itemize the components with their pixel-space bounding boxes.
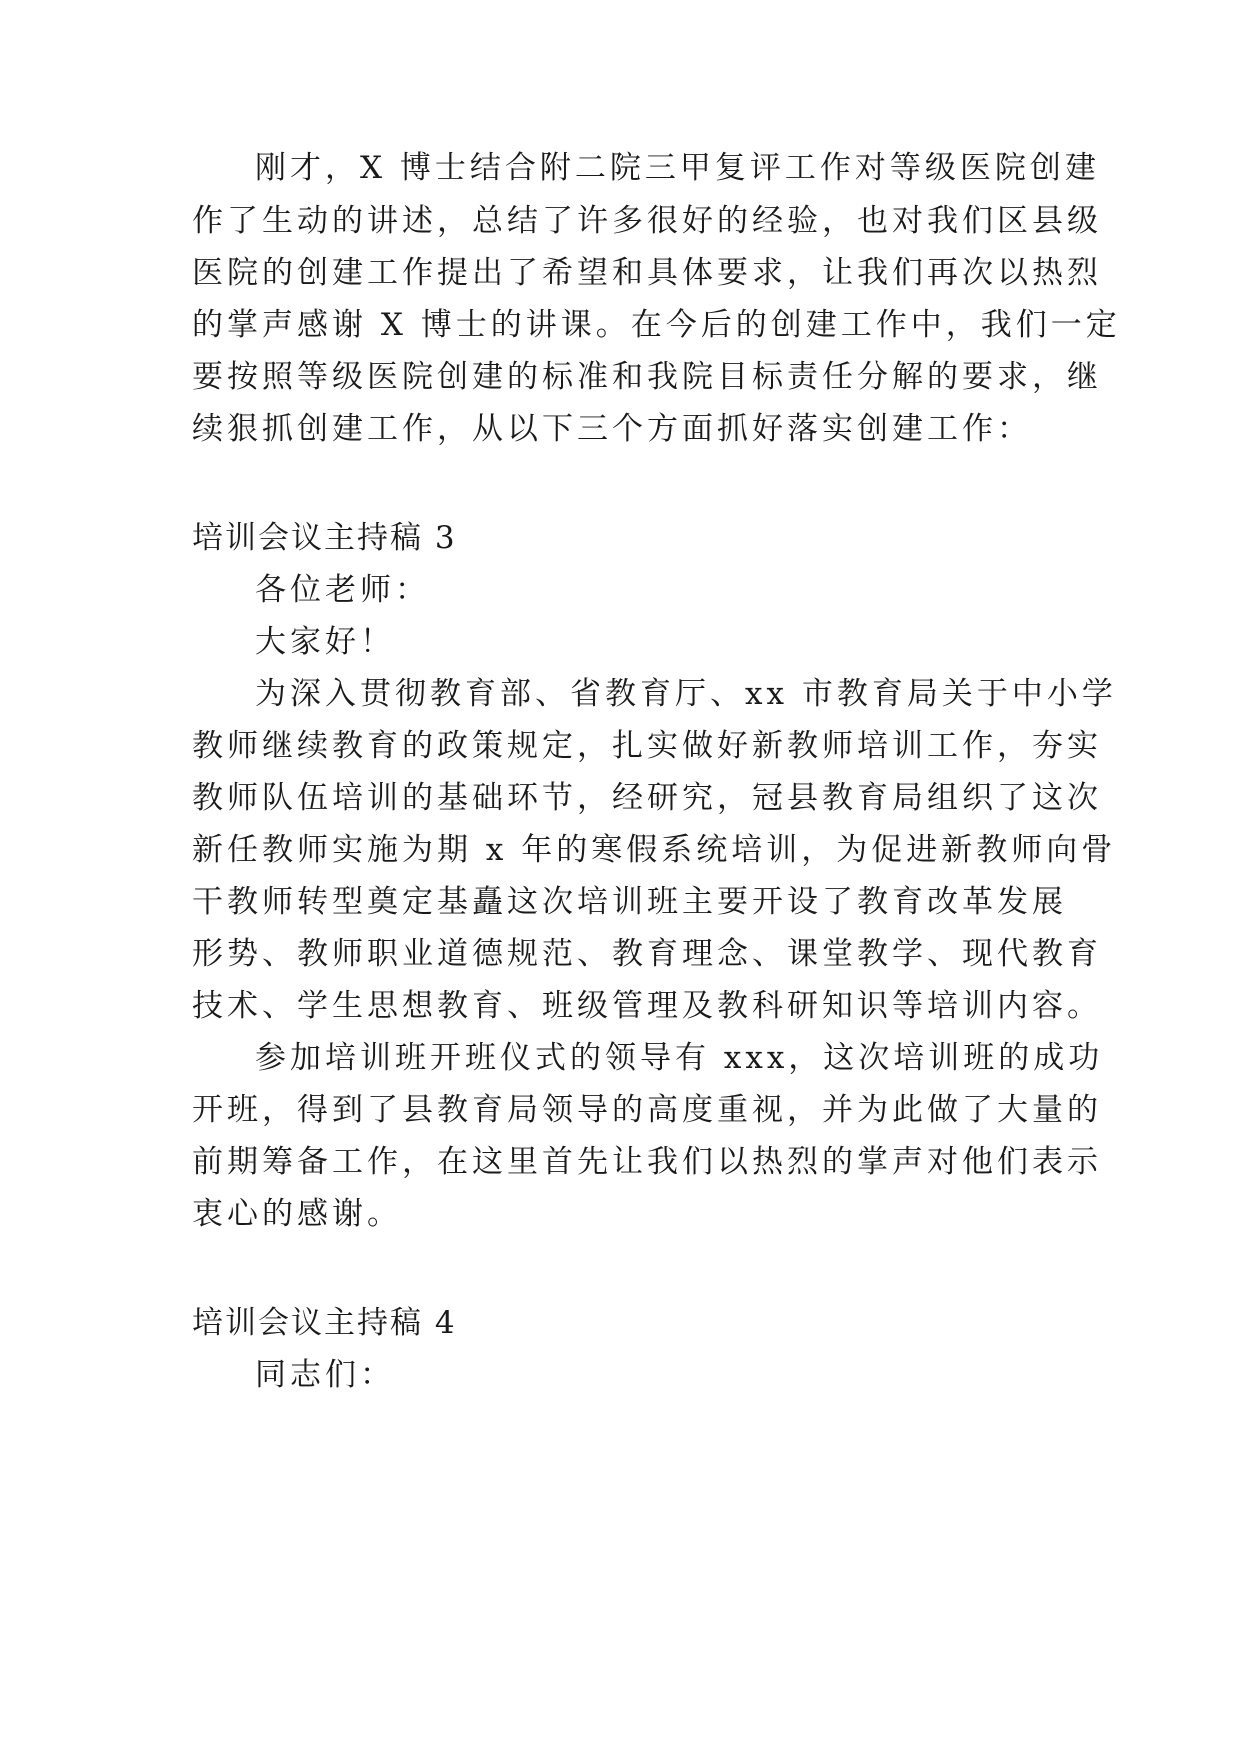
paragraph-line: 技术、学生思想教育、班级管理及教科研知识等培训内容。 bbox=[192, 988, 1102, 1024]
paragraph-line: 开班，得到了县教育局领导的高度重视，并为此做了大量的 bbox=[192, 1092, 1102, 1128]
paragraph-line: 医院的创建工作提出了希望和具体要求，让我们再次以热烈 bbox=[192, 255, 1102, 291]
paragraph-line: 教师继续教育的政策规定，扎实做好新教师培训工作，夯实 bbox=[192, 728, 1102, 764]
section-heading: 培训会议主持稿 3 bbox=[192, 520, 457, 556]
salutation: 各位老师： bbox=[255, 572, 430, 608]
paragraph-line: 教师队伍培训的基础环节，经研究，冠县教育局组织了这次 bbox=[192, 780, 1102, 816]
paragraph-line: 参加培训班开班仪式的领导有 xxx，这次培训班的成功 bbox=[255, 1040, 1104, 1076]
paragraph-line: 形势、教师职业道德规范、教育理念、课堂教学、现代教育 bbox=[192, 936, 1102, 972]
greeting: 大家好！ bbox=[255, 624, 395, 660]
paragraph-line: 作了生动的讲述，总结了许多很好的经验，也对我们区县级 bbox=[192, 203, 1102, 239]
paragraph-line: 的掌声感谢 X 博士的讲课。在今后的创建工作中，我们一定 bbox=[192, 307, 1121, 343]
paragraph-line: 要按照等级医院创建的标准和我院目标责任分解的要求，继 bbox=[192, 359, 1102, 395]
paragraph-line: 干教师转型奠定基矗这次培训班主要开设了教育改革发展 bbox=[192, 884, 1067, 920]
paragraph-line: 新任教师实施为期 x 年的寒假系统培训，为促进新教师向骨 bbox=[192, 832, 1117, 868]
section-heading: 培训会议主持稿 4 bbox=[192, 1305, 457, 1341]
paragraph-line: 刚才，X 博士结合附二院三甲复评工作对等级医院创建 bbox=[255, 150, 1100, 186]
paragraph-line: 衷心的感谢。 bbox=[192, 1196, 402, 1232]
paragraph-line: 续狠抓创建工作，从以下三个方面抓好落实创建工作： bbox=[192, 411, 1032, 447]
paragraph-line: 前期筹备工作，在这里首先让我们以热烈的掌声对他们表示 bbox=[192, 1144, 1102, 1180]
paragraph-line: 为深入贯彻教育部、省教育厅、xx 市教育局关于中小学 bbox=[255, 676, 1117, 712]
salutation: 同志们： bbox=[255, 1357, 395, 1393]
